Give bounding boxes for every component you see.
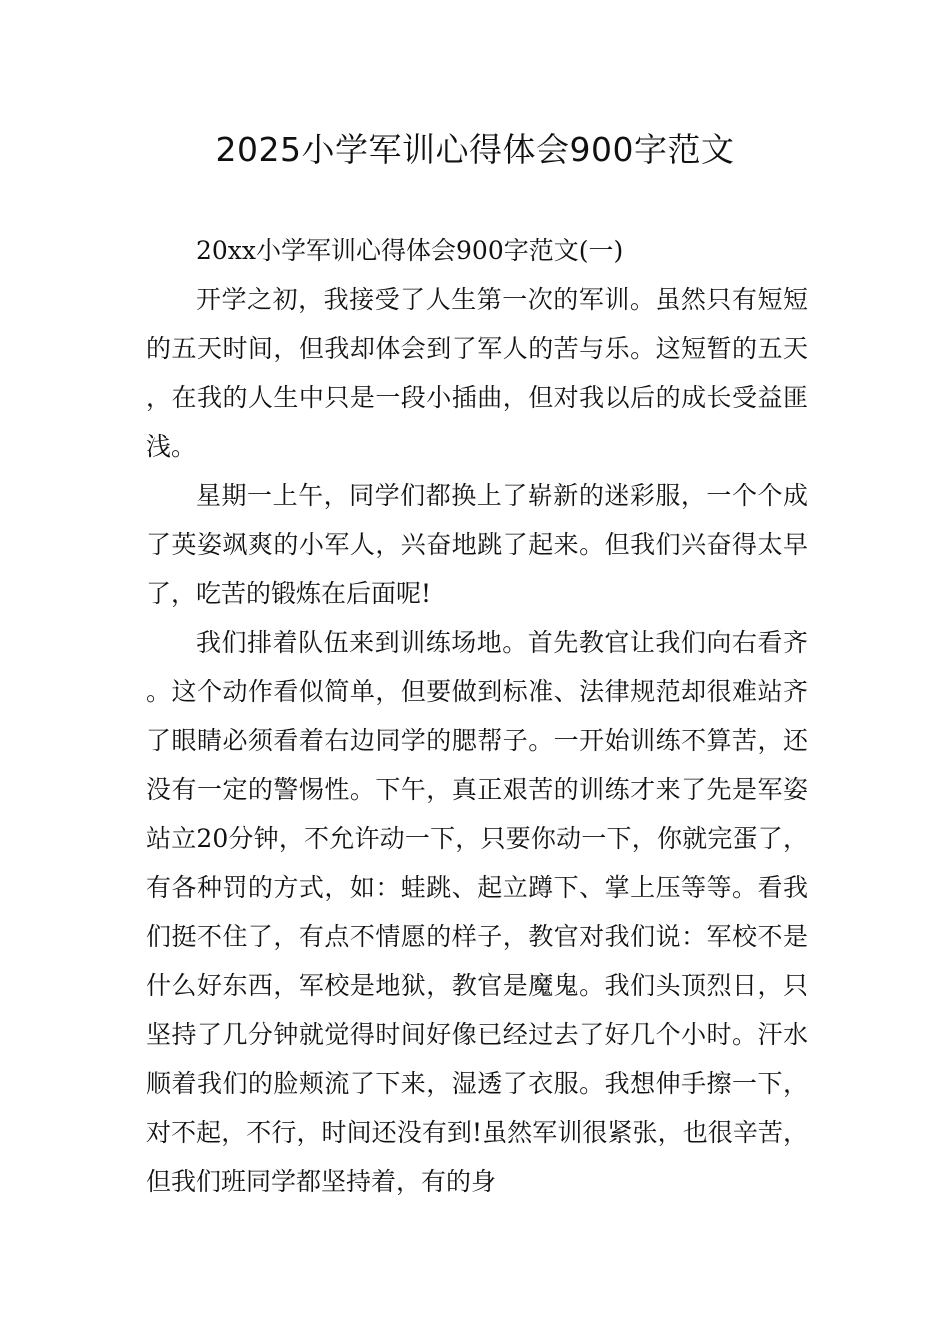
- document-subtitle: 20xx小学军训心得体会900字范文(一): [196, 236, 624, 265]
- paragraph: 开学之初，我接受了人生第一次的军训。虽然只有短短的五天时间，但我却体会到了军人的苦与乐。这短暂的五天，在我的人生中只是一段小插曲，但对我以后的成长受益匪浅。: [146, 285, 808, 461]
- document-title: 2025小学军训心得体会900字范文: [215, 130, 735, 169]
- document-body: [146, 226, 808, 1206]
- paragraph: 我们排着队伍来到训练场地。首先教官让我们向右看齐。这个动作看似简单，但要做到标准、法律规范却很难站齐了眼睛必须看着右边同学的腮帮子。一开始训练不算苦，还没有一定的警惕性。下午，真正艰苦的训练才来了先是军姿站立20分钟，不允许动一下，只要你动一下，你就完蛋了，有各种罚的方式，如：蛙跳、起立蹲下、掌上压等等。看我们挺不住了，有点不情愿的样子，教官对我们说：军校不是什么好东西，军校是地狱，教官是魔鬼。我们头顶烈日，只坚持了几分钟就觉得时间好像已经过去了好几个小时。汗水顺着我们的脸颊流了下来，湿透了衣服。我想伸手擦一下，对不起，不行，时间还没有到!虽然军训很紧张，也很辛苦，但我们班同学都坚持着，有的身: [146, 628, 808, 1196]
- paragraph: 星期一上午，同学们都换上了崭新的迷彩服，一个个成了英姿飒爽的小军人，兴奋地跳了起来。但我们兴奋得太早了，吃苦的锻炼在后面呢!: [146, 481, 808, 608]
